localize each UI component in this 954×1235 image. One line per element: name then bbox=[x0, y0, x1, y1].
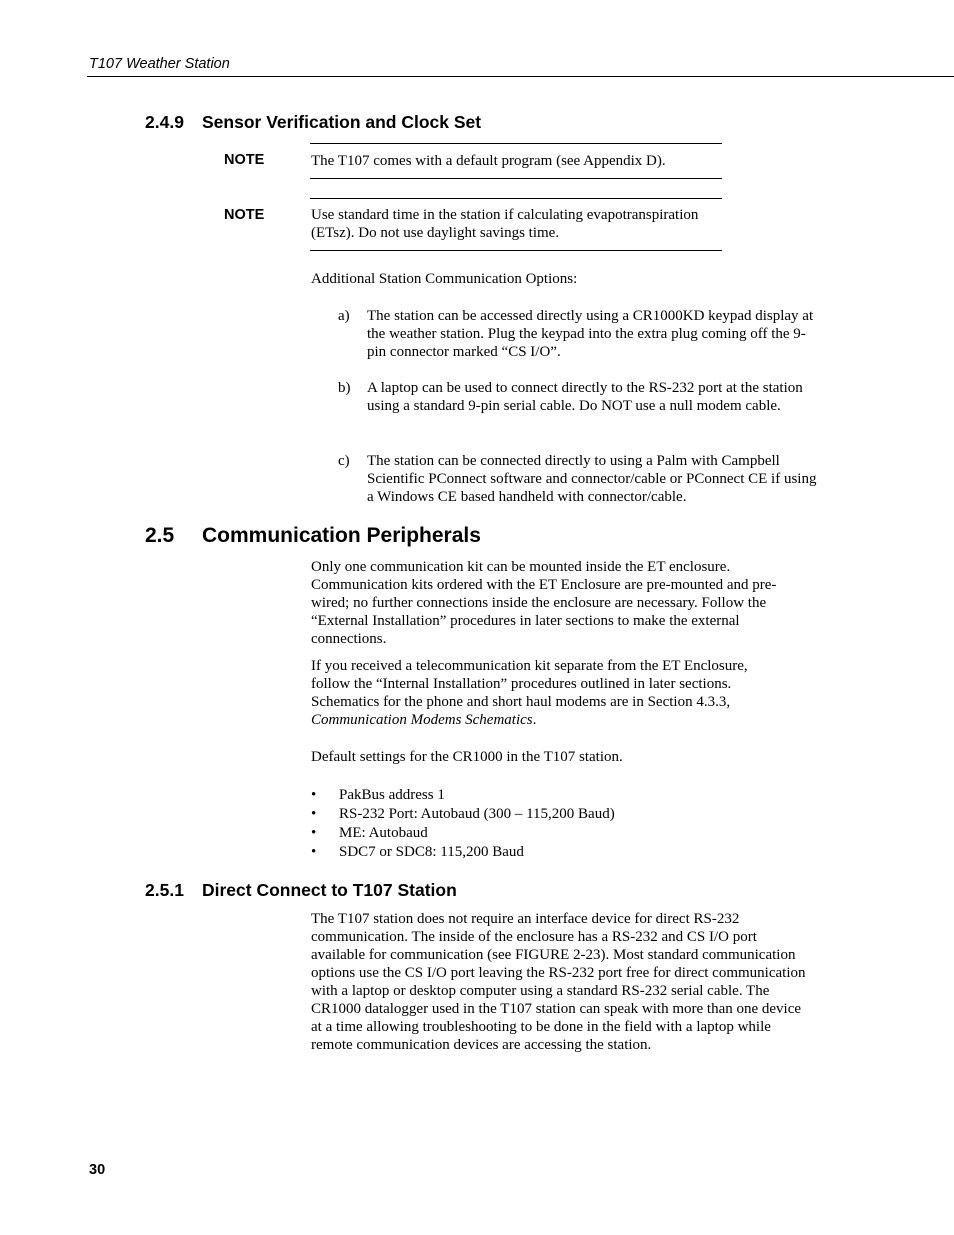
section-heading-2-5-1 bbox=[145, 880, 745, 902]
paragraph bbox=[311, 657, 781, 729]
list-item-text: A laptop can be used to connect directly to the RS-232 port at the station using a standard 9-pin serial cable. Do NOT use a null modem cable. bbox=[367, 380, 803, 414]
paragraph-end: . bbox=[532, 712, 537, 728]
page-number: 30 bbox=[89, 1162, 106, 1178]
section-number: 2.5.1 bbox=[145, 880, 184, 900]
paragraph: The T107 station does not require an interface device for direct RS-232 communication. The inside of the enclosure has a RS-232 and CS I/O port available for communication (see FIGURE 2-23). Most standard communication options use the CS I/O port leaving the RS-232 port free for direct communication with a laptop or desktop computer using a standard RS-232 serial cable. The CR1000 datalogger used in the T107 station can speak with more than one device at a time allowing troubleshooting to be done in the field with a laptop while remote communication devices are accessing the station. bbox=[311, 911, 806, 1053]
section-heading-2-5 bbox=[145, 524, 745, 550]
bullet-text: RS-232 Port: Autobaud (300 – 115,200 Baud) bbox=[339, 806, 615, 822]
list-marker: a) bbox=[338, 308, 350, 324]
note-text: The T107 comes with a default program (see Appendix D). bbox=[311, 153, 666, 169]
note-label: NOTE bbox=[224, 207, 265, 223]
section-title: Communication Peripherals bbox=[202, 524, 481, 547]
bullet-text: ME: Autobaud bbox=[339, 825, 428, 841]
paragraph: Only one communication kit can be mounted inside the ET enclosure. Communication kits ordered with the ET Enclosure are pre-mounted and pre-wired; no further connections inside the enclosure are necessary. Follow the “External Installation” procedures in later sections to make the external connections. bbox=[311, 559, 777, 647]
cross-reference: Communication Modems Schematics bbox=[311, 712, 533, 728]
section-title: Sensor Verification and Clock Set bbox=[202, 112, 482, 132]
list-item-text: The station can be connected directly to using a Palm with Campbell Scientific PConnect software and connector/cable or PConnect CE if using a Windows CE based handheld with connector/cable. bbox=[367, 453, 817, 505]
defaults-intro: Default settings for the CR1000 in the T107 station. bbox=[311, 749, 623, 765]
note-label: NOTE bbox=[224, 152, 265, 168]
note-text: Use standard time in the station if calculating evapotranspiration (ETsz). Do not use daylight savings time. bbox=[311, 207, 699, 241]
bullet-marker: • bbox=[311, 806, 317, 822]
section-number: 2.4.9 bbox=[145, 112, 184, 132]
list-marker: c) bbox=[338, 453, 350, 469]
paragraph-text: If you received a telecommunication kit separate from the ET Enclosure, follow the “Internal Installation” procedures outlined in later sections. Schematics for the phone and short haul modems are in Section 4.3.3, bbox=[311, 658, 748, 710]
list-item-text: The station can be accessed directly using a CR1000KD keypad display at the weather station. Plug the keypad into the extra plug coming off the 9-pin connector marked “CS I/O”. bbox=[367, 308, 814, 360]
running-header-title: T107 Weather Station bbox=[89, 56, 230, 72]
section-number: 2.5 bbox=[145, 524, 175, 547]
bullet-marker: • bbox=[311, 844, 317, 860]
note-top-rule bbox=[310, 143, 722, 144]
list-marker: b) bbox=[338, 380, 351, 396]
bullet-text: PakBus address 1 bbox=[339, 787, 445, 803]
note-top-rule bbox=[310, 198, 722, 199]
options-intro: Additional Station Communication Options: bbox=[311, 271, 578, 287]
note-bottom-rule bbox=[310, 250, 722, 251]
section-heading-2-4-9 bbox=[145, 112, 745, 134]
bullet-text: SDC7 or SDC8: 115,200 Baud bbox=[339, 844, 524, 860]
header-rule bbox=[87, 76, 954, 77]
note-bottom-rule bbox=[310, 178, 722, 179]
bullet-marker: • bbox=[311, 787, 317, 803]
section-title: Direct Connect to T107 Station bbox=[202, 880, 457, 900]
bullet-marker: • bbox=[311, 825, 317, 841]
